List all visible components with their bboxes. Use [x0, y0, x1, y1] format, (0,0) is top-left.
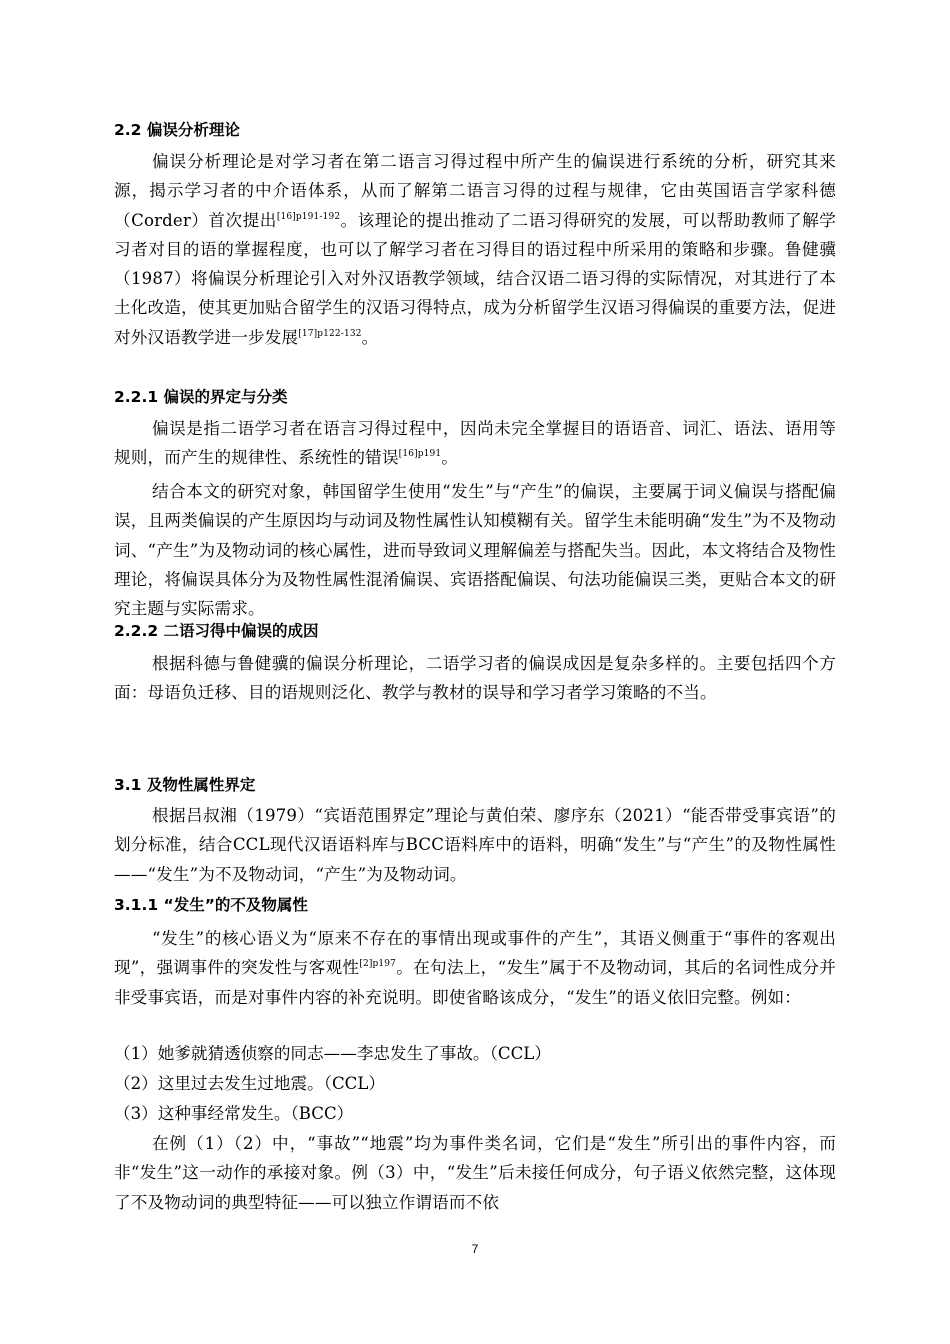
paragraph-example-analysis: 在例（1）（2）中，“事故”“地震”均为事件类名词，它们是“发生”所引出的事件内容，而非“发生”这一动作的承接对象。例（3）中，“发生”后未接任何成分，句子语义依然完整，这体现了不及物动词的典型特征——可以独立作谓语而不依 [114, 1134, 836, 1212]
example-2: （2）这里过去发生过地震。（CCL） [114, 1074, 385, 1093]
paragraph-text: 。 [441, 448, 459, 468]
citation-ref: [17]p122-132 [298, 328, 362, 339]
paragraph-text: 偏误是指二语学习者在语言习得过程中，因尚未完全掌握目的语语音、词汇、语法、语用等规则，而产生的规律性、系统性的错误 [114, 419, 836, 468]
paragraph-text: “发生”的核心语义为“原来不存在的事情出现或事件的产生”，其语义侧重于“事件的客观出现”，强调事件的突发性与客观性 [114, 929, 836, 978]
page-number: 7 [471, 1242, 479, 1256]
example-1: （1）她爹就猜透侦察的同志——李忠发生了事故。（CCL） [114, 1044, 551, 1063]
section-heading-2-2: 2.2 偏误分析理论 [114, 121, 240, 139]
citation-ref: [16]p191-192 [276, 211, 341, 222]
paragraph-error-analysis-theory [114, 147, 836, 352]
section-heading-2-2-2: 2.2.2 二语习得中偏误的成因 [114, 622, 319, 640]
paragraph-text: 。在句法上，“发生”属于不及物动词，其后的名词性成分并非受事宾语，而是对事件内容的补充说明。即使省略该成分，“发生”的语义依旧完整。例如： [114, 958, 836, 1007]
paragraph-text: 。该理论的提出推动了二语习得研究的发展，可以帮助教师了解学习者对目的语的掌握程度，也可以了解学习者在习得目的语过程中所采用的策略和步骤。鲁健骥（1987）将偏误分析理论引入对外汉语教学领域，结合汉语二语习得的实际情况，对其进行了本土化改造，使其更加贴合留学生的汉语习得特点，成为分析留学生汉语习得偏误的重要方法，促进对外汉语教学进一步发展 [114, 210, 836, 347]
section-heading-3-1-1: 3.1.1 “发生”的不及物属性 [114, 896, 308, 914]
paragraph-research-object: 结合本文的研究对象，韩国留学生使用“发生”与“产生”的偏误，主要属于词义偏误与搭配偏误，且两类偏误的产生原因均与动词及物性属性认知模糊有关。留学生未能明确“发生”为不及物动词、“产生”为及物动词的核心属性，进而导致词义理解偏差与搭配失当。因此，本文将结合及物性理论，将偏误具体分为及物性属性混淆偏误、宾语搭配偏误、句法功能偏误三类，更贴合本文的研究主题与实际需求。 [114, 482, 836, 619]
section-heading-2-2-1: 2.2.1 偏误的界定与分类 [114, 388, 288, 406]
paragraph-transitivity-definition: 根据吕叔湘（1979）“宾语范围界定”理论与黄伯荣、廖序东（2021）“能否带受事宾语”的划分标准，结合CCL现代汉语语料库与BCC语料库中的语料，明确“发生”与“产生”的及物性属性——“发生”为不及物动词，“产生”为及物动词。 [114, 806, 836, 884]
paragraph-text: 。 [361, 327, 379, 347]
example-3: （3）这种事经常发生。（BCC） [114, 1104, 354, 1123]
section-heading-3-1: 3.1 及物性属性界定 [114, 776, 256, 794]
paragraph-error-definition [114, 414, 836, 473]
citation-ref: [2]p197 [359, 959, 397, 970]
paragraph-text: 偏误分析理论是对学习者在第二语言习得过程中所产生的偏误进行系统的分析，研究其来源，揭示学习者的中介语体系，从而了解第二语言习得的过程与规律，它由英国语言学家科德（Corder）首次提出 [114, 152, 836, 230]
citation-ref: [16]p191 [398, 449, 442, 460]
paragraph-fasheng-intransitive [114, 924, 836, 1012]
paragraph-error-causes: 根据科德与鲁健骥的偏误分析理论，二语学习者的偏误成因是复杂多样的。主要包括四个方面：母语负迁移、目的语规则泛化、教学与教材的误导和学习者学习策略的不当。 [114, 654, 836, 703]
